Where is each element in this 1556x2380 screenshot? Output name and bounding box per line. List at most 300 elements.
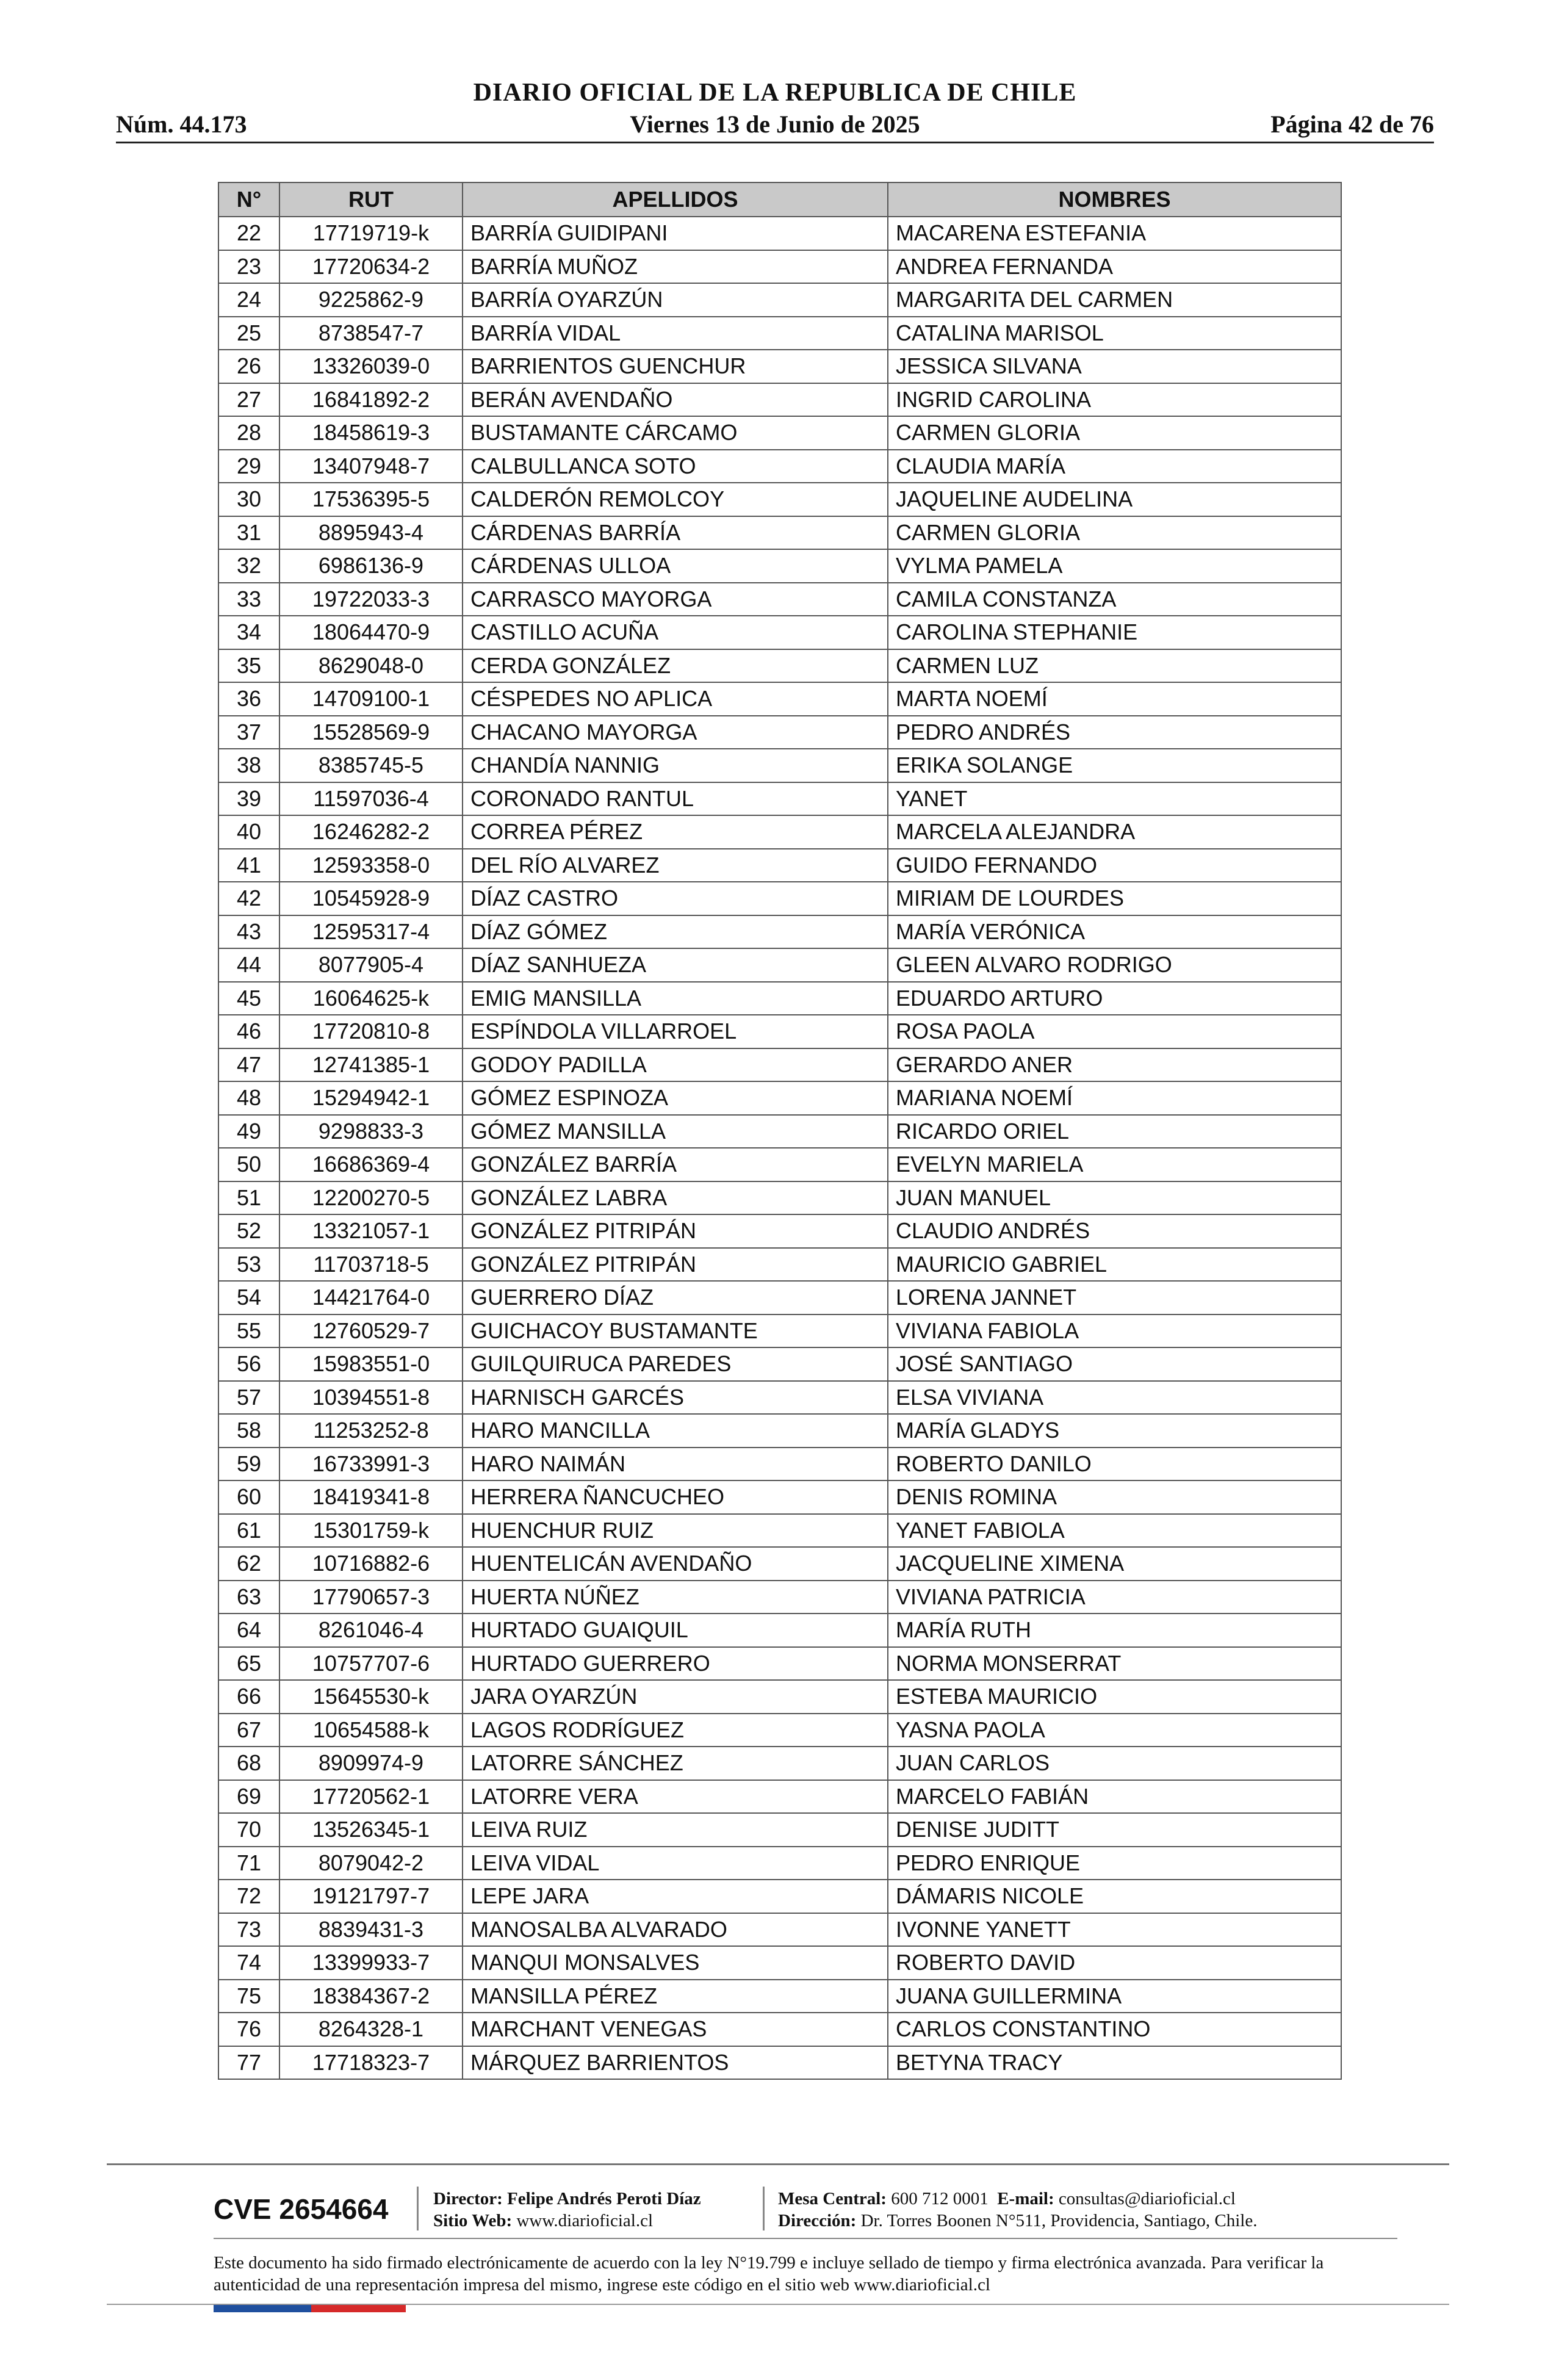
apellidos-cell: GONZÁLEZ PITRIPÁN — [463, 1248, 888, 1282]
table-row — [218, 1714, 1341, 1747]
rut-cell: 11597036-4 — [279, 782, 463, 816]
nombres-cell: JESSICA SILVANA — [888, 350, 1341, 383]
apellidos-cell: LAGOS RODRÍGUEZ — [463, 1714, 888, 1747]
table-row — [218, 516, 1341, 550]
flag-stripe — [214, 2305, 406, 2312]
rut-cell: 12760529-7 — [279, 1314, 463, 1348]
row-number: 43 — [218, 915, 279, 949]
email-label: E-mail: — [997, 2189, 1054, 2209]
nombres-cell: PEDRO ENRIQUE — [888, 1847, 1341, 1880]
rut-cell: 15983551-0 — [279, 1347, 463, 1381]
table-row — [218, 1347, 1341, 1381]
table-row — [218, 948, 1341, 982]
row-number: 41 — [218, 849, 279, 882]
rut-cell: 8079042-2 — [279, 1847, 463, 1880]
rut-cell: 10394551-8 — [279, 1381, 463, 1415]
nombres-cell: VIVIANA FABIOLA — [888, 1314, 1341, 1348]
page-footer — [107, 2163, 1449, 2316]
apellidos-cell: LEIVA RUIZ — [463, 1813, 888, 1847]
row-number: 39 — [218, 782, 279, 816]
table-row — [218, 1514, 1341, 1548]
row-number: 73 — [218, 1913, 279, 1947]
apellidos-cell: MANSILLA PÉREZ — [463, 1980, 888, 2013]
nombres-cell: RICARDO ORIEL — [888, 1115, 1341, 1149]
row-number: 55 — [218, 1314, 279, 1348]
apellidos-cell: HERRERA ÑANCUCHEO — [463, 1480, 888, 1514]
nombres-cell: ANDREA FERNANDA — [888, 250, 1341, 284]
rut-cell: 15528569-9 — [279, 716, 463, 749]
rut-cell: 16064625-k — [279, 982, 463, 1015]
apellidos-cell: DÍAZ CASTRO — [463, 882, 888, 915]
apellidos-cell: CHACANO MAYORGA — [463, 716, 888, 749]
table-row — [218, 1680, 1341, 1714]
apellidos-cell: CALDERÓN REMOLCOY — [463, 483, 888, 516]
nombres-cell: MARÍA GLADYS — [888, 1414, 1341, 1448]
rut-cell: 17718323-7 — [279, 2046, 463, 2080]
row-number: 22 — [218, 217, 279, 250]
row-number: 25 — [218, 317, 279, 350]
address-label: Dirección: — [778, 2211, 857, 2230]
apellidos-cell: BERÁN AVENDAÑO — [463, 383, 888, 417]
table-row — [218, 882, 1341, 915]
footer-separator — [763, 2187, 765, 2230]
table-row — [218, 1081, 1341, 1115]
column-header-nombres: NOMBRES — [888, 182, 1341, 217]
rut-cell: 8077905-4 — [279, 948, 463, 982]
nombres-cell: MAURICIO GABRIEL — [888, 1248, 1341, 1282]
row-number: 37 — [218, 716, 279, 749]
rut-cell: 17720810-8 — [279, 1015, 463, 1048]
rut-cell: 16733991-3 — [279, 1448, 463, 1481]
table-row — [218, 1248, 1341, 1282]
row-number: 50 — [218, 1148, 279, 1181]
nombres-cell: CAROLINA STEPHANIE — [888, 616, 1341, 649]
apellidos-cell: CÁRDENAS BARRÍA — [463, 516, 888, 550]
apellidos-cell: GUICHACOY BUSTAMANTE — [463, 1314, 888, 1348]
rut-cell: 17720634-2 — [279, 250, 463, 284]
row-number: 62 — [218, 1547, 279, 1581]
nombres-cell: ESTEBA MAURICIO — [888, 1680, 1341, 1714]
page-number: Página 42 de 76 — [1270, 110, 1434, 138]
nombres-cell: CATALINA MARISOL — [888, 317, 1341, 350]
table-row — [218, 915, 1341, 949]
table-row — [218, 350, 1341, 383]
row-number: 75 — [218, 1980, 279, 2013]
table-row — [218, 1880, 1341, 1913]
director-label: Director: — [433, 2189, 503, 2209]
nombres-cell: GUIDO FERNANDO — [888, 849, 1341, 882]
row-number: 38 — [218, 749, 279, 782]
table-row — [218, 1647, 1341, 1681]
table-row — [218, 716, 1341, 749]
nombres-cell: MIRIAM DE LOURDES — [888, 882, 1341, 915]
row-number: 65 — [218, 1647, 279, 1681]
nombres-cell: MARÍA RUTH — [888, 1614, 1341, 1647]
table-row — [218, 583, 1341, 616]
rut-cell: 18419341-8 — [279, 1480, 463, 1514]
rut-cell: 8385745-5 — [279, 749, 463, 782]
table-row — [218, 815, 1341, 849]
row-number: 31 — [218, 516, 279, 550]
row-number: 46 — [218, 1015, 279, 1048]
apellidos-cell: HURTADO GUERRERO — [463, 1647, 888, 1681]
rut-cell: 11703718-5 — [279, 1248, 463, 1282]
site-label: Sitio Web: — [433, 2211, 513, 2230]
apellidos-cell: HARO NAIMÁN — [463, 1448, 888, 1481]
table-row — [218, 416, 1341, 450]
rut-cell: 8261046-4 — [279, 1614, 463, 1647]
table-row — [218, 1414, 1341, 1448]
apellidos-cell: DÍAZ SANHUEZA — [463, 948, 888, 982]
row-number: 71 — [218, 1847, 279, 1880]
apellidos-cell: LATORRE VERA — [463, 1780, 888, 1814]
row-number: 70 — [218, 1813, 279, 1847]
apellidos-cell: LATORRE SÁNCHEZ — [463, 1747, 888, 1780]
table-row — [218, 616, 1341, 649]
nombres-cell: JUANA GUILLERMINA — [888, 1980, 1341, 2013]
nombres-cell: CLAUDIO ANDRÉS — [888, 1214, 1341, 1248]
row-number: 28 — [218, 416, 279, 450]
row-number: 63 — [218, 1581, 279, 1614]
apellidos-cell: CORREA PÉREZ — [463, 815, 888, 849]
rut-cell: 12200270-5 — [279, 1181, 463, 1215]
table-row — [218, 317, 1341, 350]
row-number: 45 — [218, 982, 279, 1015]
apellidos-cell: MANQUI MONSALVES — [463, 1946, 888, 1980]
row-number: 77 — [218, 2046, 279, 2080]
row-number: 68 — [218, 1747, 279, 1780]
table-row — [218, 1480, 1341, 1514]
nombres-cell: CARMEN LUZ — [888, 649, 1341, 683]
rut-cell: 13399933-7 — [279, 1946, 463, 1980]
table-row — [218, 1314, 1341, 1348]
row-number: 67 — [218, 1714, 279, 1747]
column-header-rut: RUT — [279, 182, 463, 217]
table-row — [218, 383, 1341, 417]
apellidos-cell: EMIG MANSILLA — [463, 982, 888, 1015]
table-row — [218, 649, 1341, 683]
table-row — [218, 982, 1341, 1015]
nombres-cell: MARÍA VERÓNICA — [888, 915, 1341, 949]
rut-cell: 15645530-k — [279, 1680, 463, 1714]
newspaper-title: DIARIO OFICIAL DE LA REPUBLICA DE CHILE — [473, 79, 1077, 107]
apellidos-cell: CHANDÍA NANNIG — [463, 749, 888, 782]
table-row — [218, 283, 1341, 317]
rut-cell: 14709100-1 — [279, 682, 463, 716]
table-row — [218, 849, 1341, 882]
rut-cell: 12593358-0 — [279, 849, 463, 882]
nombres-cell: JUAN MANUEL — [888, 1181, 1341, 1215]
row-number: 23 — [218, 250, 279, 284]
rut-cell: 17719719-k — [279, 217, 463, 250]
row-number: 72 — [218, 1880, 279, 1913]
nombres-cell: INGRID CAROLINA — [888, 383, 1341, 417]
apellidos-cell: GONZÁLEZ BARRÍA — [463, 1148, 888, 1181]
rut-cell: 15301759-k — [279, 1514, 463, 1548]
row-number: 26 — [218, 350, 279, 383]
nombres-cell: CARLOS CONSTANTINO — [888, 2013, 1341, 2046]
row-number: 36 — [218, 682, 279, 716]
table-row — [218, 1048, 1341, 1082]
director-name: Felipe Andrés Peroti Díaz — [507, 2189, 701, 2209]
apellidos-cell: GUERRERO DÍAZ — [463, 1281, 888, 1314]
table-row — [218, 1214, 1341, 1248]
row-number: 27 — [218, 383, 279, 417]
footer-separator — [417, 2187, 419, 2230]
apellidos-cell: GONZÁLEZ LABRA — [463, 1181, 888, 1215]
rut-cell: 13326039-0 — [279, 350, 463, 383]
apellidos-cell: CORONADO RANTUL — [463, 782, 888, 816]
rut-cell: 9225862-9 — [279, 283, 463, 317]
nombres-cell: DENISE JUDITT — [888, 1813, 1341, 1847]
rut-cell: 18384367-2 — [279, 1980, 463, 2013]
apellidos-cell: CERDA GONZÁLEZ — [463, 649, 888, 683]
nombres-cell: NORMA MONSERRAT — [888, 1647, 1341, 1681]
nombres-cell: EDUARDO ARTURO — [888, 982, 1341, 1015]
rut-cell: 13321057-1 — [279, 1214, 463, 1248]
apellidos-cell: CARRASCO MAYORGA — [463, 583, 888, 616]
nombres-cell: EVELYN MARIELA — [888, 1148, 1341, 1181]
rut-cell: 10545928-9 — [279, 882, 463, 915]
rut-cell: 13407948-7 — [279, 450, 463, 483]
rut-cell: 11253252-8 — [279, 1414, 463, 1448]
row-number: 48 — [218, 1081, 279, 1115]
nombres-cell: ELSA VIVIANA — [888, 1381, 1341, 1415]
table-row — [218, 1847, 1341, 1880]
row-number: 33 — [218, 583, 279, 616]
nombres-cell: ROSA PAOLA — [888, 1015, 1341, 1048]
apellidos-cell: BUSTAMANTE CÁRCAMO — [463, 416, 888, 450]
apellidos-cell: LEIVA VIDAL — [463, 1847, 888, 1880]
table-row — [218, 1281, 1341, 1314]
table-row — [218, 1015, 1341, 1048]
nombres-cell: VIVIANA PATRICIA — [888, 1581, 1341, 1614]
apellidos-cell: BARRÍA GUIDIPANI — [463, 217, 888, 250]
table-row — [218, 1946, 1341, 1980]
rut-cell: 8738547-7 — [279, 317, 463, 350]
table-row — [218, 2046, 1341, 2080]
rut-cell: 13526345-1 — [279, 1813, 463, 1847]
column-header-number: N° — [218, 182, 279, 217]
phone-number: 600 712 0001 — [891, 2189, 989, 2209]
apellidos-cell: ESPÍNDOLA VILLARROEL — [463, 1015, 888, 1048]
website-link[interactable]: www.diarioficial.cl — [516, 2211, 654, 2230]
row-number: 51 — [218, 1181, 279, 1215]
rut-cell: 15294942-1 — [279, 1081, 463, 1115]
apellidos-cell: MANOSALBA ALVARADO — [463, 1913, 888, 1947]
table-row — [218, 217, 1341, 250]
director-info — [433, 2188, 701, 2232]
table-row — [218, 1813, 1341, 1847]
apellidos-cell: HUENCHUR RUIZ — [463, 1514, 888, 1548]
rut-cell: 19722033-3 — [279, 583, 463, 616]
table-row — [218, 2013, 1341, 2046]
nombres-cell: JAQUELINE AUDELINA — [888, 483, 1341, 516]
nombres-cell: MACARENA ESTEFANIA — [888, 217, 1341, 250]
table-row — [218, 1980, 1341, 2013]
contact-info — [778, 2188, 1257, 2232]
rut-cell: 8264328-1 — [279, 2013, 463, 2046]
table-row — [218, 1747, 1341, 1780]
nombres-cell: GERARDO ANER — [888, 1048, 1341, 1082]
nombres-cell: CARMEN GLORIA — [888, 416, 1341, 450]
nombres-cell: GLEEN ALVARO RODRIGO — [888, 948, 1341, 982]
apellidos-cell: GONZÁLEZ PITRIPÁN — [463, 1214, 888, 1248]
table-row — [218, 250, 1341, 284]
apellidos-cell: HUENTELICÁN AVENDAÑO — [463, 1547, 888, 1581]
issue-date: Viernes 13 de Junio de 2025 — [630, 110, 920, 138]
row-number: 29 — [218, 450, 279, 483]
nombres-cell: ROBERTO DAVID — [888, 1946, 1341, 1980]
apellidos-cell: MÁRQUEZ BARRIENTOS — [463, 2046, 888, 2080]
rut-cell: 12741385-1 — [279, 1048, 463, 1082]
apellidos-cell: HARNISCH GARCÉS — [463, 1381, 888, 1415]
apellidos-cell: JARA OYARZÚN — [463, 1680, 888, 1714]
address-text: Dr. Torres Boonen N°511, Providencia, Santiago, Chile. — [860, 2211, 1258, 2230]
row-number: 49 — [218, 1115, 279, 1149]
row-number: 60 — [218, 1480, 279, 1514]
nombres-cell: CARMEN GLORIA — [888, 516, 1341, 550]
nombres-cell: BETYNA TRACY — [888, 2046, 1341, 2080]
row-number: 54 — [218, 1281, 279, 1314]
rut-cell: 16246282-2 — [279, 815, 463, 849]
rut-cell: 10757707-6 — [279, 1647, 463, 1681]
table-row — [218, 1547, 1341, 1581]
apellidos-cell: GÓMEZ ESPINOZA — [463, 1081, 888, 1115]
table-row — [218, 782, 1341, 816]
nombres-cell: YANET FABIOLA — [888, 1514, 1341, 1548]
row-number: 61 — [218, 1514, 279, 1548]
apellidos-cell: GODOY PADILLA — [463, 1048, 888, 1082]
rut-cell: 17536395-5 — [279, 483, 463, 516]
row-number: 40 — [218, 815, 279, 849]
table-row — [218, 1448, 1341, 1481]
table-row — [218, 450, 1341, 483]
nombres-cell: ERIKA SOLANGE — [888, 749, 1341, 782]
apellidos-cell: BARRÍA OYARZÚN — [463, 283, 888, 317]
issue-number: Núm. 44.173 — [116, 110, 247, 138]
apellidos-cell: LEPE JARA — [463, 1880, 888, 1913]
apellidos-cell: CÉSPEDES NO APLICA — [463, 682, 888, 716]
row-number: 58 — [218, 1414, 279, 1448]
rut-cell: 16841892-2 — [279, 383, 463, 417]
apellidos-cell: BARRÍA MUÑOZ — [463, 250, 888, 284]
column-header-apellidos: APELLIDOS — [463, 182, 888, 217]
footer-divider — [214, 2238, 1397, 2239]
mesa-label: Mesa Central: — [778, 2189, 887, 2209]
table-row — [218, 1148, 1341, 1181]
rut-cell: 16686369-4 — [279, 1148, 463, 1181]
apellidos-cell: GÓMEZ MANSILLA — [463, 1115, 888, 1149]
nombres-cell: ROBERTO DANILO — [888, 1448, 1341, 1481]
nombres-cell: YASNA PAOLA — [888, 1714, 1341, 1747]
row-number: 69 — [218, 1780, 279, 1814]
email-link[interactable]: consultas@diarioficial.cl — [1058, 2189, 1236, 2209]
nombres-cell: CAMILA CONSTANZA — [888, 583, 1341, 616]
table-row — [218, 1780, 1341, 1814]
nombres-cell: MARCELO FABIÁN — [888, 1780, 1341, 1814]
row-number: 35 — [218, 649, 279, 683]
rut-cell: 8629048-0 — [279, 649, 463, 683]
row-number: 32 — [218, 549, 279, 583]
nombres-cell: YANET — [888, 782, 1341, 816]
table-row — [218, 1581, 1341, 1614]
rut-cell: 14421764-0 — [279, 1281, 463, 1314]
rut-cell: 17720562-1 — [279, 1780, 463, 1814]
nombres-cell: PEDRO ANDRÉS — [888, 716, 1341, 749]
names-table — [218, 182, 1342, 2080]
page-header — [116, 73, 1434, 146]
nombres-cell: MARCELA ALEJANDRA — [888, 815, 1341, 849]
row-number: 44 — [218, 948, 279, 982]
table-row — [218, 749, 1341, 782]
table-row — [218, 549, 1341, 583]
table-row — [218, 1614, 1341, 1647]
apellidos-cell: HARO MANCILLA — [463, 1414, 888, 1448]
row-number: 52 — [218, 1214, 279, 1248]
rut-cell: 18458619-3 — [279, 416, 463, 450]
nombres-cell: JUAN CARLOS — [888, 1747, 1341, 1780]
table-row — [218, 1913, 1341, 1947]
apellidos-cell: HUERTA NÚÑEZ — [463, 1581, 888, 1614]
apellidos-cell: HURTADO GUAIQUIL — [463, 1614, 888, 1647]
cve-code: CVE 2654664 — [214, 2193, 389, 2225]
apellidos-cell: CALBULLANCA SOTO — [463, 450, 888, 483]
apellidos-cell: BARRÍA VIDAL — [463, 317, 888, 350]
row-number: 42 — [218, 882, 279, 915]
nombres-cell: MARGARITA DEL CARMEN — [888, 283, 1341, 317]
nombres-cell: DENIS ROMINA — [888, 1480, 1341, 1514]
header-divider — [116, 142, 1434, 143]
rut-cell: 9298833-3 — [279, 1115, 463, 1149]
footer-divider — [107, 2163, 1449, 2165]
rut-cell: 8895943-4 — [279, 516, 463, 550]
row-number: 76 — [218, 2013, 279, 2046]
rut-cell: 17790657-3 — [279, 1581, 463, 1614]
apellidos-cell: CASTILLO ACUÑA — [463, 616, 888, 649]
signature-notice: Este documento ha sido firmado electrónicamente de acuerdo con la ley N°19.799 e incluye sellado de tiempo y firma electrónica avanzada. Para verificar la autenticidad de una representación impresa del mismo, ingrese este código en el sitio web www.diarioficial.cl — [214, 2253, 1324, 2295]
nombres-cell: CLAUDIA MARÍA — [888, 450, 1341, 483]
apellidos-cell: MARCHANT VENEGAS — [463, 2013, 888, 2046]
table-row — [218, 1115, 1341, 1149]
row-number: 74 — [218, 1946, 279, 1980]
nombres-cell: MARIANA NOEMÍ — [888, 1081, 1341, 1115]
table-row — [218, 682, 1341, 716]
nombres-cell: MARTA NOEMÍ — [888, 682, 1341, 716]
table-row — [218, 1181, 1341, 1215]
nombres-cell: IVONNE YANETT — [888, 1913, 1341, 1947]
nombres-cell: DÁMARIS NICOLE — [888, 1880, 1341, 1913]
rut-cell: 6986136-9 — [279, 549, 463, 583]
row-number: 34 — [218, 616, 279, 649]
row-number: 47 — [218, 1048, 279, 1082]
table-row — [218, 1381, 1341, 1415]
apellidos-cell: GUILQUIRUCA PAREDES — [463, 1347, 888, 1381]
apellidos-cell: DEL RÍO ALVAREZ — [463, 849, 888, 882]
row-number: 30 — [218, 483, 279, 516]
nombres-cell: LORENA JANNET — [888, 1281, 1341, 1314]
table-row — [218, 483, 1341, 516]
row-number: 56 — [218, 1347, 279, 1381]
row-number: 59 — [218, 1448, 279, 1481]
apellidos-cell: BARRIENTOS GUENCHUR — [463, 350, 888, 383]
rut-cell: 8839431-3 — [279, 1913, 463, 1947]
rut-cell: 8909974-9 — [279, 1747, 463, 1780]
rut-cell: 19121797-7 — [279, 1880, 463, 1913]
table-header-row — [218, 182, 1341, 217]
row-number: 24 — [218, 283, 279, 317]
row-number: 64 — [218, 1614, 279, 1647]
